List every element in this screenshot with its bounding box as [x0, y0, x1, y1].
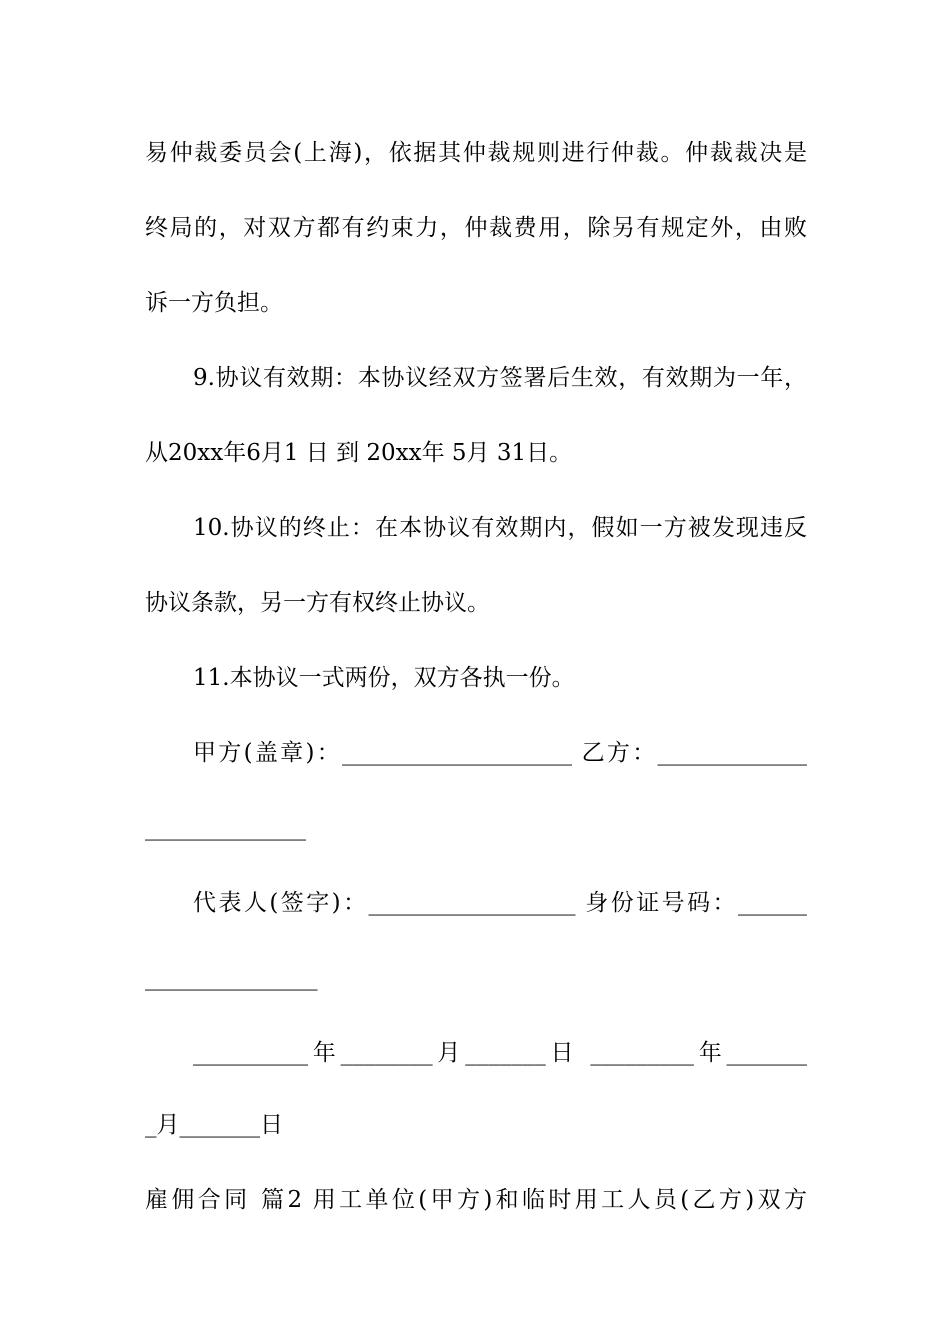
- section-heading-line: 雇佣合同 篇2 用工单位(甲方)和临时用工人员(乙方)双方: [145, 1187, 807, 1213]
- date-line-continued: _月_______日: [145, 1112, 283, 1138]
- representative-signature-line: 代表人(签字)：__________________ 身份证号码：______: [193, 890, 807, 916]
- text-line: 终局的，对双方都有约束力，仲裁费用，除另有规定外，由败: [145, 215, 807, 241]
- party-a-seal-line: 甲方(盖章)：____________________ 乙方：_____________: [193, 740, 807, 766]
- text-line: 诉一方负担。: [145, 290, 283, 316]
- clause-9: 9.协议有效期：本协议经双方签署后生效，有效期为一年，: [193, 365, 807, 391]
- text-line: 协议条款，另一方有权终止协议。: [145, 590, 490, 616]
- date-line: __________年________月_______日 _________年_______: [193, 1040, 807, 1066]
- clause-10: 10.协议的终止：在本协议有效期内，假如一方被发现违反: [193, 515, 807, 541]
- blank-line: ______________: [145, 815, 306, 841]
- text-line: 易仲裁委员会(上海)，依据其仲裁规则进行仲裁。仲裁裁决是: [145, 140, 807, 166]
- clause-11: 11.本协议一式两份，双方各执一份。: [193, 665, 575, 691]
- text-line: 从20xx年6月1 日 到 20xx年 5月 31日。: [145, 440, 573, 466]
- blank-line: _______________: [145, 965, 318, 991]
